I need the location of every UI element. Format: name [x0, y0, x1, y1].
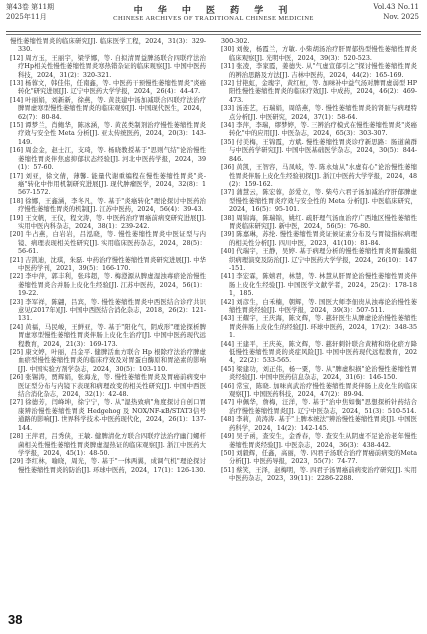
reference-entry: [43] 王耀宇，王庆海，陈文辉，等. 慈轩医生从脾虚论治慢性萎缩性胃炎伴肠上皮化生的经验[J]. 环球中医药，2024，17(2)：348-351. — [221, 315, 417, 340]
reference-entry: [33] 汤连艺，石瑞娟，周皓燕，等. 慢性萎缩性胃炎的肾脏与病理特点分析[J]. 中医研究，2024，37(1)：58-64. — [221, 105, 417, 121]
reference-entry: [19] 王文帆，王仪，程文涛，等. 中医药治疗胃癌前病变研究进展[J]. 实用中医内科杂志，2024，38(1)：239-242. — [10, 214, 206, 230]
reference-entry: [45] 梁建功，刘正伟，杨一粟，等. 从"脾虚积损"论治慢性萎缩性胃炎经验[J]. 中国中医药信息杂志，2024，31(6)：146-150. — [221, 365, 417, 382]
references-left-column — [10, 38, 206, 475]
reference-entry: [21] 吉凯迪，沈琪，朱磊. 中药治疗慢性萎缩性胃炎研究进展[J]. 中华中医药学刊，2021，39(5)：166-170. — [10, 256, 206, 272]
reference-entry: [36] 黄凯，王智容，马凤岐，等. 陈永灿从"水虚有心"论治慢性萎缩性胃炎伴肠上皮化生经验初探[J]. 浙江中医药大学学报，2024，48(2)：159-162. — [221, 164, 417, 188]
reference-entry: [17] 刘亚，徐文倩，薄馨. 能量代谢重编程在慢性萎缩性胃炎"炎-癌"转化中作用机制研究进展[J]. 现代肿瘤医学，2024，32(8)：1567-1572. — [10, 172, 206, 197]
header-rule-thin — [6, 34, 421, 35]
reference-entry: [20] 牛占燕，白岩岩，吕泓晓，等. 慢性萎缩性胃炎中医证型与内镜、病理表现相关性研究[J]. 实用临床医药杂志，2024，28(5)：56-61. — [10, 231, 206, 256]
reference-entry: [39] 陈嘉琳，苏纶. 慢性萎缩性胃炎证候证素分布及与胃镜指标病理的相关性分析[J]. 四川中医，2023，41(10)：81-84. — [221, 231, 417, 247]
reference-entry: [23] 李军祥，陈翩，吕宾，等. 慢性萎缩性胃炎中西医结合诊疗共识意见(2017年)[J]. 中国中西医结合消化杂志，2018，26(2)：121-131. — [10, 298, 206, 323]
reference-entry: [41] 李宏霖，陈嬉君，林慧，等. 林慧从肝胃论治慢性萎缩性胃炎伴肠上皮化生经验[J]. 中国医学文献学者，2024，25(2)：178-181，185. — [221, 273, 417, 298]
reference-entry: [16] 周金金，赵士江，支琦，等. 杨晓教授基于"思则气结"论治慢性萎缩性胃炎伴焦虑抑郁状态经验[J]. 河北中医药学报，2024，39(1)：57-60. — [10, 147, 206, 172]
reference-entry: 慢性萎缩性胃炎的临床研究[J]. 临床医学工程，2024，31(3)：329-330. — [10, 38, 206, 54]
journal-title-en: CHINESE ARCHIVES OF TRADITIONAL CHINESE MEDICINE — [113, 15, 314, 22]
reference-entry: [25] 康文婷，叶丽，吕金平. 健脾活血方联合 Hp 根除疗法治疗脾虚血瘀型慢性萎缩性胃炎的临床疗效及对胃蛋白酶原和胃泌素的影响[J]. 中国实验方剂学杂志，2024，30(5)：103-110. — [10, 349, 206, 373]
references-right-column — [221, 38, 417, 484]
reference-entry: [35] 付美梅，王锦霞，方斌. 慢性萎缩性胃炎诊疗新思路：肠道菌群与中医药学研究[J]. 中国中医基础医学杂志，2024，30(5)：844-846. — [221, 138, 417, 163]
reference-entry: [50] 刘毅辉，任鑫，高丽，等. 四君子汤联合治疗胃癌前病变的Meta 分析[J]. 中医药导报，2023，55(7)：74-77. — [221, 449, 417, 466]
reference-entry: [30] 刘俊，杨霞兰，方敏. 小柴胡汤治疗肝胃郁热型慢性萎缩性胃炎临床观察[J]. 光明中医，2024，39(3)：520-523. — [221, 46, 417, 62]
date-en: Nov. 2025 — [383, 12, 419, 21]
reference-entry: [32] 甘艳虹，金瑰宇，黄红桓，等. 加味补中益气汤对脾胃虚弱型 HP 阳性慢性萎缩性胃炎的临床疗效[J]. 中成药，2024，46(2)：469-473. — [221, 80, 417, 104]
reference-entry: [28] 王萍君，吕秀侠，王敏. 健脾清化方联合四联疗法治疗幽门螺杆菌相关性慢性萎缩性胃炎脾虚湿热证的临床观察[J]. 浙江中医药大学学报，2024，45(1)：48-50. — [10, 433, 206, 457]
date-cn: 2025年11月 — [6, 12, 47, 21]
reference-entry: [29] 李红林，喻晓，周光，等. 基于"一体两翼，成调气机"理论探讨慢性萎缩性胃炎的防治[J]. 环球中医药，2024，17(1)：126-130. — [10, 458, 206, 474]
reference-entry: [46] 常宝，陈晓. 加味真武治疗慢性萎缩性胃炎伴肠上皮化生的临床观察[J]. 中国医药科技，2024，47(2)：89-94. — [221, 382, 417, 399]
journal-title-cn: 中 华 中 医 药 学 刊 — [133, 6, 294, 16]
reference-entry: [37] 蒲慧云，陈宏蓉，彭爱立，等. 柴芍六君子汤加减治疗肝郁脾虚型慢性萎缩性胃炎疗效与安全性的 Meta 分析[J]. 中医临床研究，2024，16(5)：95-101. — [221, 189, 417, 214]
reference-entry: [42] 刘彦生，白禾楠，朝辉，等. 国医大师李佃贵从浊毒论治慢性萎缩性胃炎经验[J]. 中医学报，2024，39(3)：507-511. — [221, 298, 417, 314]
reference-entry: [48] 李莉，黄涛涛. 基于"上脾本统法"辨治慢性萎缩性胃炎[J]. 中国医药科学，2024，14(2)：142-145. — [221, 416, 417, 432]
reference-entry: [38] 周锦海，陈瑞锦，姚红. 疏肝理气汤血治疗广西地区慢性萎缩性胃炎临床研究[J]. 新中医，2024，56(5)：76-80. — [221, 214, 417, 230]
reference-entry: [24] 黄福，马民峻，王鲜亚，等. 基于"阳化气，阴成形"理论探析脾胃虚寒型慢性萎缩性胃炎伴肠上皮化生治疗[J]. 中国中医药现代远程教育，2024，21(3)：169-173. — [10, 323, 206, 348]
volume-issue-cn: 第43卷 第11期 — [6, 3, 55, 11]
reference-entry: [47] 申佩华，詹梅，汪洋，等. 基于"治中焦如衡"思想探析针药结合治疗慢性萎缩性胃炎[J]. 辽宁中医杂志，2024，51(3)：510-514. — [221, 399, 417, 415]
page-number: 38 — [8, 612, 23, 627]
header-rule — [6, 31, 421, 32]
reference-entry: [34] 李萍，李瑞，缪梦婷，等. 三辨治疗模式在慢性萎缩性胃炎"炎癌转化"中的应用[J]. 中医杂志，2024，65(3)：303-307. — [221, 122, 417, 138]
reference-entry: [27] 徐德芳，闫峰坤，徐宁宁，等. 从"湿热致病"角度探讨自创口胃康辨治慢性萎缩性胃炎 Hedgehog 及 NOX/NF-κB/STAT3信号通路的影响[J]. 世界科学技术-中医药现代化，2024，26(1)：137-144. — [10, 399, 207, 432]
reference-entry: [44] 王建平，王庆英，陈文辉，等. 慈轩刺针联合黄精和络化瘀方降低慢性萎缩性胃炎的炎症风险[J]. 中国中医药现代远程教育，2024，22(2)：533-565. — [221, 340, 417, 365]
reference-entry: [12] 周方玉，王丽宇，梁学娜，等. 自拟清胃益脾汤联合四联疗法治疗Hp相关性慢性萎缩性胃炎寒热错杂证的临床观察[J]. 中国中医药科技，2024，31(2)：320-321. — [10, 54, 206, 79]
reference-entry: 300-302. — [221, 38, 250, 45]
header-right — [373, 3, 419, 22]
volume-issue-en: Vol.43 No.11 — [373, 3, 419, 11]
reference-entry: [13] 杨蓉文，韩佳伟，任南鑫，等. 中医药干预慢性萎缩性胃炎"炎癌转化"研究进展[J]. 辽宁中医药大学学报，2024，26(4)：44-47. — [10, 80, 206, 96]
page-header — [0, 0, 427, 36]
reference-entry: [31] 张凌，李家霞，姜德失. 从"气虚宣郁引之"探讨慢性萎缩性胃炎的辨治思路及方法[J]. 吉林中医药，2024，44(2)：165-169. — [221, 63, 417, 79]
reference-entry: [22] 李中萍，郭丰利，张玮超，等. 梅澄源从脾虚湿浊毒瘀论治慢性萎缩性胃炎合并肠上皮化生经验[J]. 江苏中医药，2024，56(1)：19-22. — [10, 273, 206, 298]
reference-entry: [40] 代瑞宇，王静，吴婷. 基于病理分析的慢性萎缩性胃炎胃黏膜组织病理演变及防治[J]. 辽宁中医药大学学报，2024，26(10)：147-151. — [221, 248, 417, 272]
reference-entry: [14] 叶丽娟，刘新新，徐燕，等. 黄芪建中汤加减联合四联疗法治疗脾胃虚寒型慢性萎缩性胃炎的临床观察[J]. 中国现代医生，2024，62(7)：80-84. — [10, 96, 206, 121]
reference-entry: [51] 蔡笑，王泽，赵梅明，等. 四君子汤胃癌前病变治疗研究[J]. 实用中医药杂志，2023，39(11)：2286-2288. — [221, 466, 417, 483]
reference-entry: [15] 谭梦兰，肖鲍华，陈冰涵，等. 黄芪类制剂治疗慢性萎缩性胃炎疗效与安全性 Meta 分析[J]. 亚太传统医药，2024，20(3)：143-149. — [10, 122, 206, 146]
reference-entry: [26] 张锡涛，贾辉娟，张海龙，等. 慢性萎缩性胃炎及胃癌前病变中医证型分布与内镜下表现和病理改变的相关性研究[J]. 中国中西医结合消化杂志，2024，32(1)：42-48. — [10, 374, 206, 399]
reference-entry: [18] 徐娜，王鑫涵，李冬凡，等. 基于"炎癌转化"理论探讨中医药治疗慢性萎缩性胃炎的机制[J]. 江苏中医药，2024，56(4)：39-43. — [10, 197, 206, 214]
reference-entry: [49] 吴子函，查安生，金香春，等. 查安生从阴虚不足论治老年慢性萎缩性胃炎经验[J]. 中医杂志，2024，36(3)：438-442. — [221, 433, 417, 449]
